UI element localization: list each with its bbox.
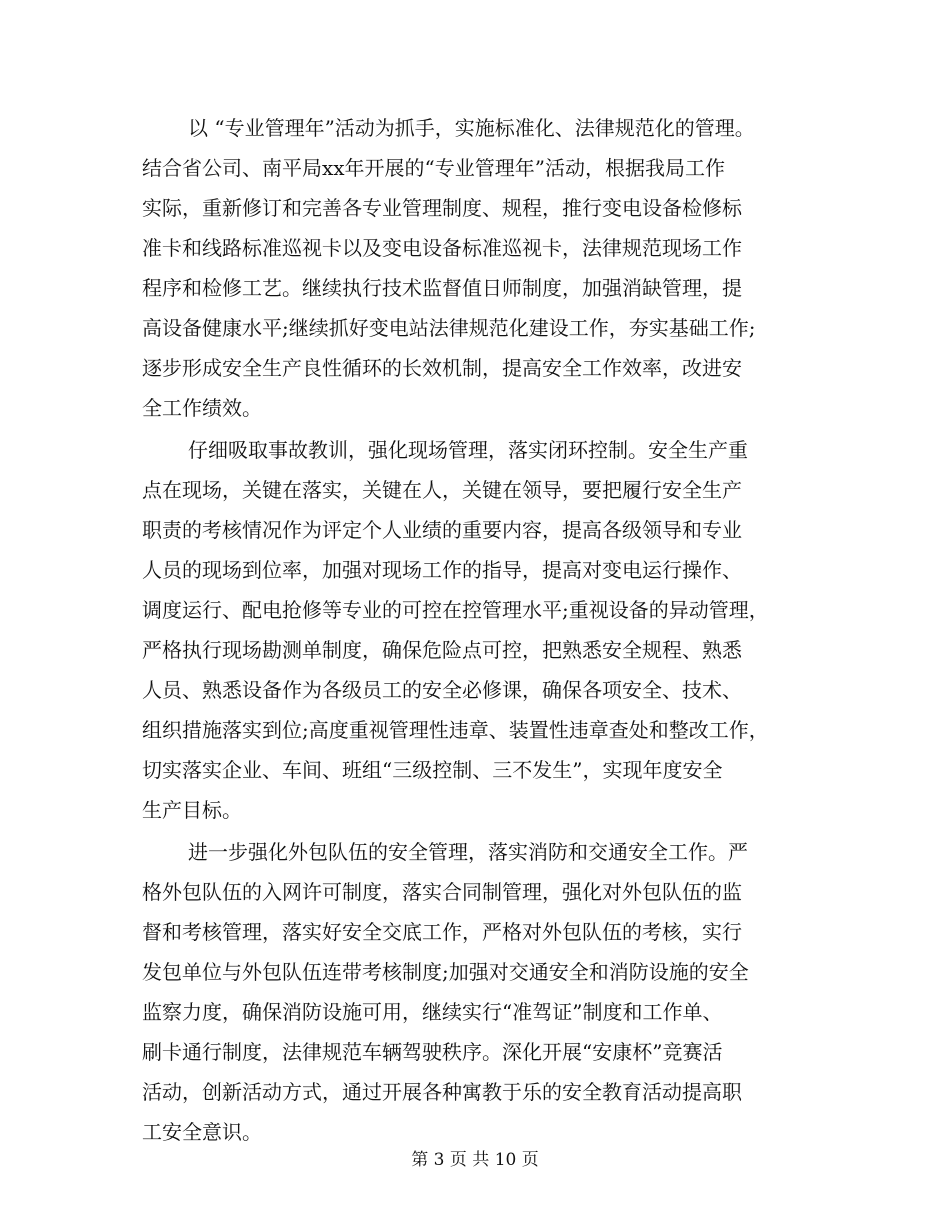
- text-line: 活动，创新活动方式，通过开展各种寓教于乐的安全教育活动提高职: [142, 1080, 742, 1104]
- text-line: 切实落实企业、车间、班组“三级控制、三不发生”，实现年度安全: [142, 758, 723, 782]
- text-line: 发包单位与外包队伍连带考核制度;加强对交通安全和消防设施的安全: [142, 960, 749, 984]
- text-line: 人员的现场到位率，加强对现场工作的指导，提高对变电运行操作、: [142, 558, 742, 582]
- text-line: 格外包队伍的入网许可制度，落实合同制管理，强化对外包队伍的监: [142, 880, 742, 904]
- text-line: 结合省公司、南平局xx年开展的“专业管理年”活动，根据我局工作: [142, 156, 726, 180]
- text-line: 程序和检修工艺。继续执行技术监督值日师制度，加强消缺管理，提: [142, 276, 742, 300]
- text-line: 进一步强化外包队伍的安全管理，落实消防和交通安全工作。严: [188, 840, 748, 864]
- text-line: 高设备健康水平;继续抓好变电站法律规范化建设工作，夯实基础工作;: [142, 316, 756, 340]
- text-line: 严格执行现场勘测单制度，确保危险点可控，把熟悉安全规程、熟悉: [142, 638, 742, 662]
- page-number-footer: 第 3 页 共 10 页: [411, 1150, 539, 1170]
- text-line: 点在现场，关键在落实，关键在人，关键在领导，要把履行安全生产: [142, 478, 742, 502]
- paragraph-3: [142, 832, 822, 1152]
- paragraph-1: [142, 108, 822, 428]
- text-line: 准卡和线路标准巡视卡以及变电设备标准巡视卡，法律规范现场工作: [142, 236, 742, 260]
- text-line: 调度运行、配电抢修等专业的可控在控管理水平;重视设备的异动管理，: [142, 598, 769, 622]
- body-text: [142, 108, 822, 1152]
- text-line: 实际，重新修订和完善各专业管理制度、规程，推行变电设备检修标: [142, 196, 742, 220]
- paragraph-2: [142, 430, 822, 830]
- text-line: 人员、熟悉设备作为各级员工的安全必修课，确保各项安全、技术、: [142, 678, 742, 702]
- text-line: 生产目标。: [142, 798, 242, 822]
- text-line: 以 “专业管理年”活动为抓手，实施标准化、法律规范化的管理。: [188, 116, 755, 140]
- text-line: 全工作绩效。: [142, 396, 262, 420]
- text-line: 逐步形成安全生产良性循环的长效机制，提高安全工作效率，改进安: [142, 356, 742, 380]
- text-line: 刷卡通行制度，法律规范车辆驾驶秩序。深化开展“安康杯”竞赛活: [142, 1040, 723, 1064]
- text-line: 督和考核管理，落实好安全交底工作，严格对外包队伍的考核，实行: [142, 920, 742, 944]
- text-line: 职责的考核情况作为评定个人业绩的重要内容，提高各级领导和专业: [142, 518, 742, 542]
- text-line: 组织措施落实到位;高度重视管理性违章、装置性违章查处和整改工作，: [142, 718, 769, 742]
- text-line: 仔细吸取事故教训，强化现场管理，落实闭环控制。安全生产重: [188, 438, 748, 462]
- text-line: 工安全意识。: [142, 1120, 262, 1144]
- text-line: 监察力度，确保消防设施可用，继续实行“准驾证”制度和工作单、: [142, 1000, 723, 1024]
